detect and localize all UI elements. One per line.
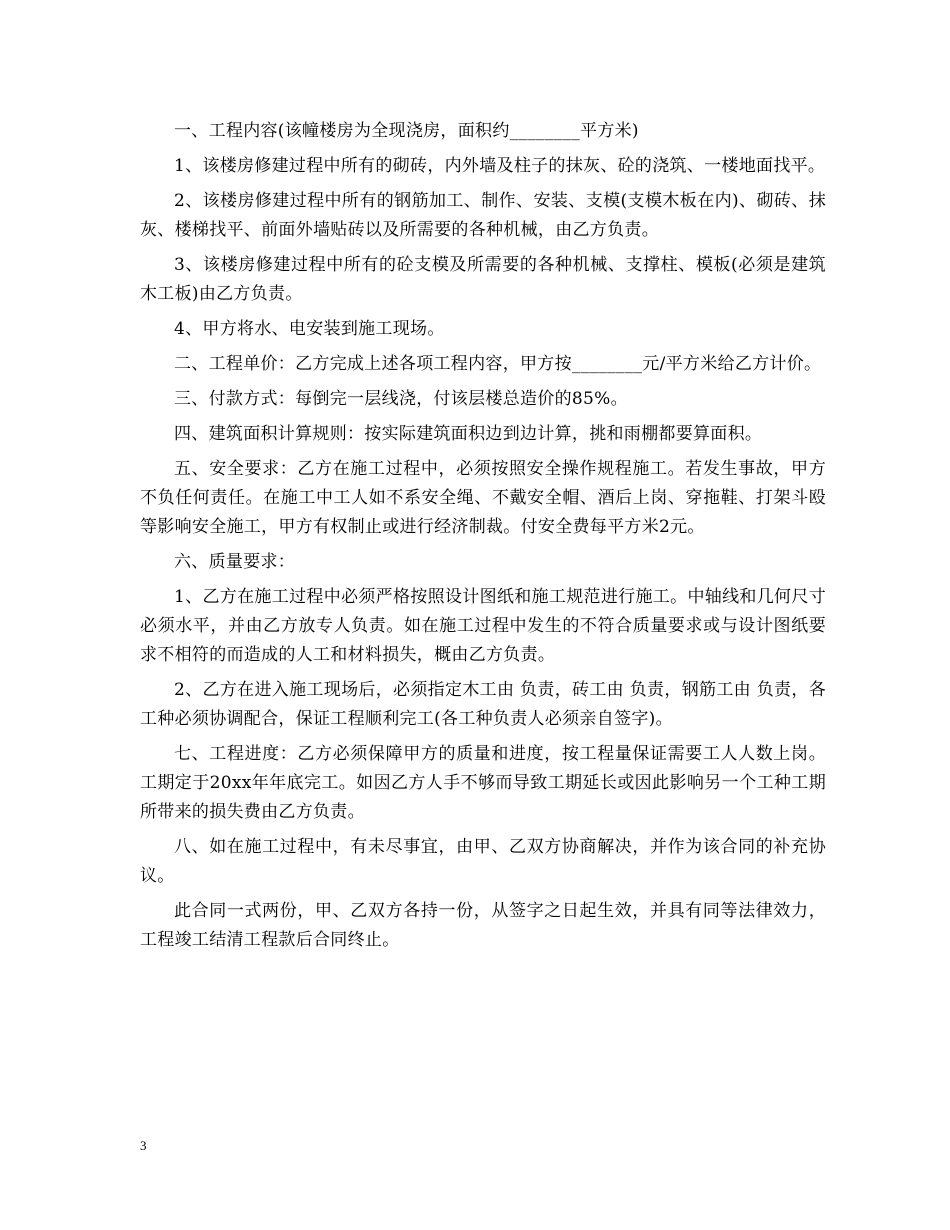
section-5-safety: 五、安全要求：乙方在施工过程中，必须按照安全操作规程施工。若发生事故，甲方不负任何责任。在施工中工人如不系安全绳、不戴安全帽、酒后上岗、穿拖鞋、打架斗殴等影响安全施工，甲方有权制止或进行经济制裁。付安全费每平方米2元。	[140, 459, 826, 537]
section-6-quality-heading: 六、质量要求：	[174, 552, 296, 572]
section-4-area-rules: 四、建筑面积计算规则：按实际建筑面积边到边计算，挑和雨棚都要算面积。	[174, 424, 763, 444]
section-6-item-1: 1、乙方在施工过程中必须严格按照设计图纸和施工规范进行施工。中轴线和几何尺寸必须水平，并由乙方放专人负责。如在施工过程中发生的不符合质量要求或与设计图纸要求不相符的而造成的人工和材料损失，概由乙方负责。	[140, 587, 826, 665]
section-6-item-2: 2、乙方在进入施工现场后，必须指定木工由 负责，砖工由 负责，钢筋工由 负责，各工种必须协调配合，保证工程顺利完工(各工种负责人必须亲自签字)。	[140, 680, 826, 729]
section-1-item-4: 4、甲方将水、电安装到施工现场。	[174, 319, 445, 339]
section-1-item-3: 3、该楼房修建过程中所有的砼支模及所需要的各种机械、支撑柱、模板(必须是建筑木工板)由乙方负责。	[140, 255, 826, 304]
section-8-supplement: 八、如在施工过程中，有未尽事宜，由甲、乙双方协商解决，并作为该合同的补充协议。	[140, 837, 826, 886]
closing-clause: 此合同一式两份，甲、乙双方各持一份，从签字之日起生效，并具有同等法律效力，工程竣工结清工程款后合同终止。	[140, 901, 826, 950]
section-2-unit-price: 二、工程单价：乙方完成上述各项工程内容，甲方按________元/平方米给乙方计价。	[174, 354, 822, 374]
section-1-heading: 一、工程内容(该幢楼房为全现浇房，面积约________平方米)	[174, 121, 639, 141]
section-1-item-1: 1、该楼房修建过程中所有的砌砖，内外墙及柱子的抹灰、砼的浇筑、一楼地面找平。	[174, 156, 826, 176]
section-7-schedule: 七、工程进度：乙方必须保障甲方的质量和进度，按工程量保证需要工人人数上岗。工期定于20xx年年底完工。如因乙方人手不够而导致工期延长或因此影响另一个工种工期所带来的损失费由乙方负责。	[140, 744, 826, 822]
document-body	[140, 117, 826, 961]
section-1-item-2: 2、该楼房修建过程中所有的钢筋加工、制作、安装、支模(支模木板在内)、砌砖、抹灰、楼梯找平、前面外墙贴砖以及所需要的各种机械，由乙方负责。	[140, 191, 826, 240]
section-3-payment: 三、付款方式：每倒完一层线浇，付该层楼总造价的85%。	[174, 389, 628, 409]
page-number: 3	[140, 1138, 147, 1153]
